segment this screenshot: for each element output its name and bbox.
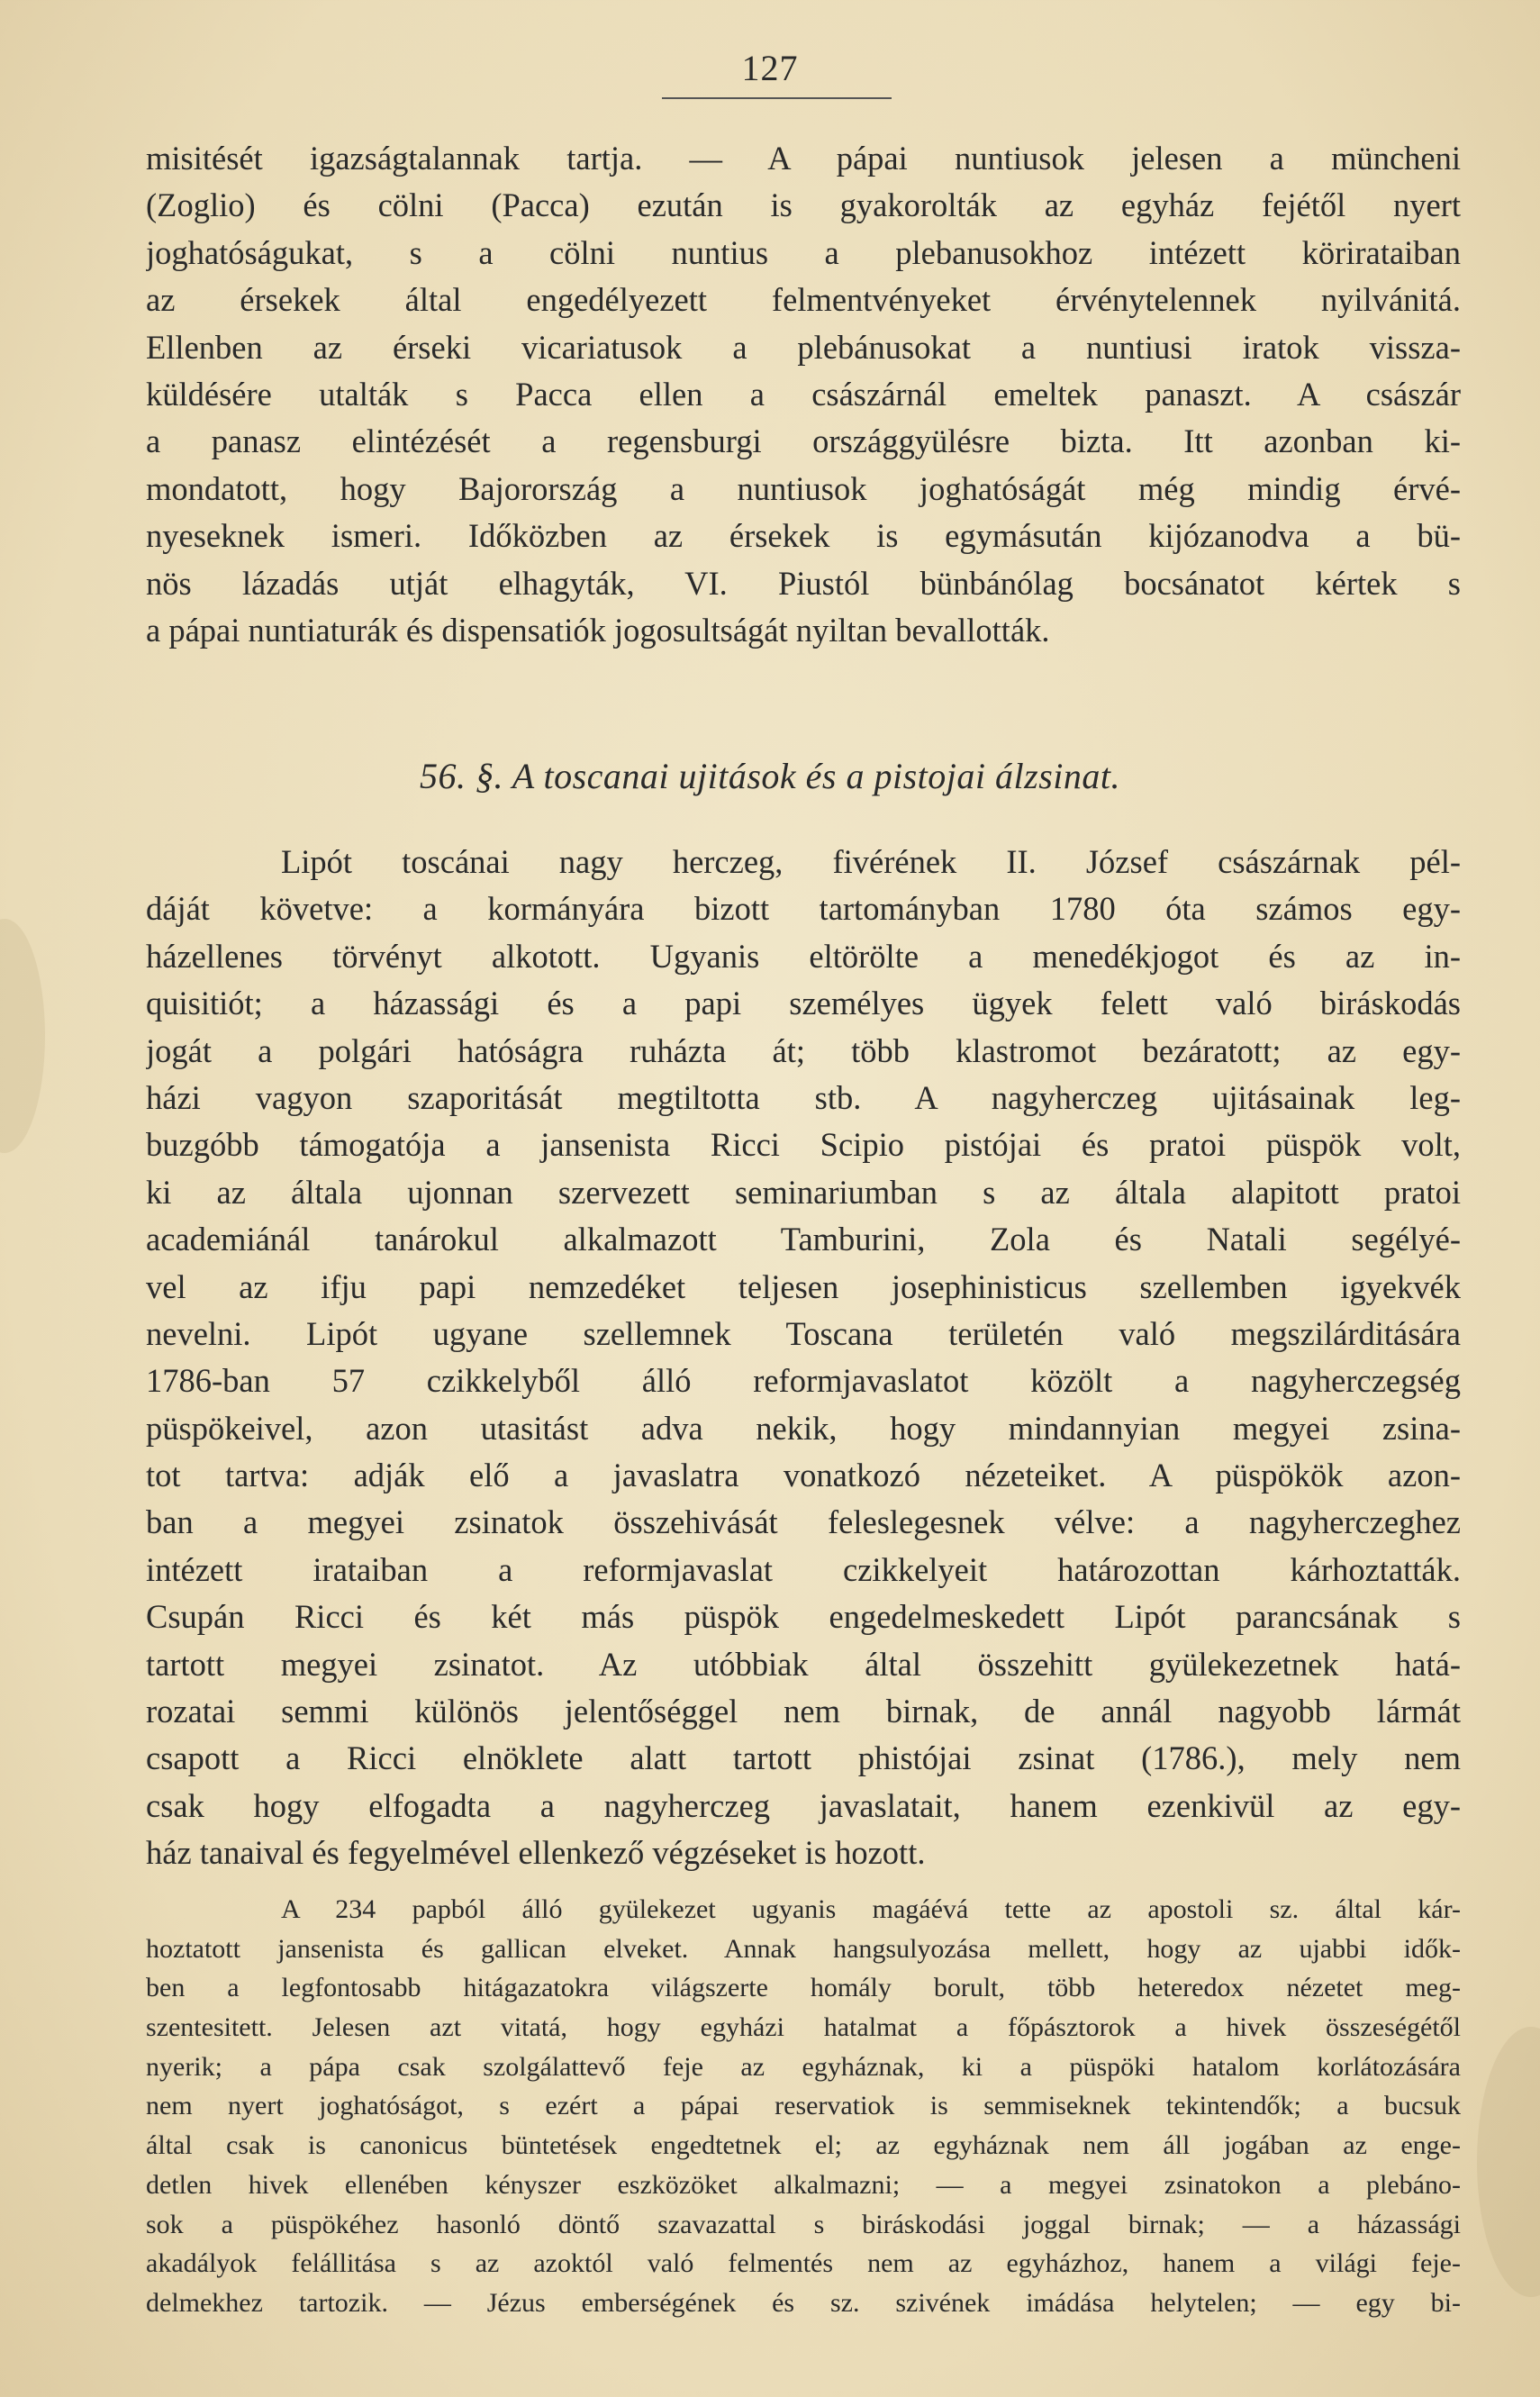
section-heading: 56. §. A toscanai ujitások és a pistojai álzsinat. bbox=[419, 756, 1120, 796]
footnote-line: akadályok felállitása s az azoktól való felmentés nem az egyházhoz, hanem a világi feje- bbox=[146, 2248, 1461, 2279]
text-line: quisitiót; a házassági és a papi személyes ügyek felett való biráskodás bbox=[146, 985, 1461, 1022]
text-line: jogát a polgári hatóságra ruházta át; több klastromot bezáratott; az egy- bbox=[146, 1031, 1461, 1069]
text-line: buzgóbb támogatója a jansenista Ricci Scipio pistójai és pratoi püspök volt, bbox=[146, 1126, 1461, 1164]
footnote-line: A 234 papból álló gyülekezet ugyanis magáévá tette az apostoli sz. által kár- bbox=[281, 1894, 1461, 1924]
text-line: csapott a Ricci elnöklete alatt tartott phistójai zsinat (1786.), mely nem bbox=[146, 1739, 1461, 1777]
footnote-line: detlen hivek ellenében kényszer eszközöket alkalmazni; — a megyei zsinatokon a plebáno- bbox=[146, 2169, 1461, 2200]
footnote-line: delmekhez tartozik. — Jézus emberségének és sz. szivének imádása helytelen; — egy bi- bbox=[146, 2287, 1461, 2318]
paper-stain bbox=[0, 919, 45, 1153]
text-line: mondatott, hogy Bajorország a nuntiusok joghatóságát még mindig érvé- bbox=[146, 469, 1461, 507]
paragraph-2 bbox=[146, 839, 1461, 1877]
text-line: az érsekek által engedélyezett felmentvényeket érvénytelennek nyilvánitá. bbox=[146, 281, 1461, 319]
text-line: nevelni. Lipót ugyane szellemnek Toscana területén való megszilárditására bbox=[146, 1314, 1461, 1352]
text-line: 1786-ban 57 czikkelyből álló reformjavaslatot közölt a nagyherczegség bbox=[146, 1362, 1461, 1400]
text-line: intézett irataiban a reformjavaslat czikkelyeit határozottan kárhoztatták. bbox=[146, 1550, 1461, 1588]
footnote-line: szentesitett. Jelesen azt vitatá, hogy egyházi hatalmat a főpásztorok a hivek összeségétől bbox=[146, 2012, 1461, 2043]
text-line: misitését igazságtalannak tartja. — A pápai nuntiusok jelesen a müncheni bbox=[146, 140, 1461, 177]
text-line: tartott megyei zsinatot. Az utóbbiak által összehitt gyülekezetnek hatá- bbox=[146, 1645, 1461, 1683]
paper-stain bbox=[1477, 2027, 1540, 2297]
footnote-line: nyerik; a pápa csak szolgálattevő feje az egyháznak, ki a püspöki hatalom korlátozására bbox=[146, 2051, 1461, 2082]
text-line: házi vagyon szaporitását megtiltotta stb. A nagyherczeg ujitásainak leg- bbox=[146, 1078, 1461, 1116]
text-line: nyeseknek ismeri. Időközben az érsekek is egymásután kijózanodva a bü- bbox=[146, 517, 1461, 555]
text-line: tot tartva: adják elő a javaslatra vonatkozó nézeteiket. A püspökök azon- bbox=[146, 1457, 1461, 1494]
text-line: (Zoglio) és cölni (Pacca) ezután is gyakorolták az egyház fejétől nyert bbox=[146, 186, 1461, 224]
footnote-line: hoztatott jansenista és gallican elveket. Annak hangsulyozása mellett, hogy az ujabbi idők- bbox=[146, 1933, 1461, 1964]
text-line: dáját követve: a kormányára bizott tartományban 1780 óta számos egy- bbox=[146, 890, 1461, 928]
text-line: csak hogy elfogadta a nagyherczeg javaslatait, hanem ezenkivül az egy- bbox=[146, 1786, 1461, 1824]
text-line: a panasz elintézését a regensburgi országgyülésre bizta. Itt azonban ki- bbox=[146, 422, 1461, 460]
text-line: Csupán Ricci és két más püspök engedelmeskedett Lipót parancsának s bbox=[146, 1598, 1461, 1636]
footnote-line: által csak is canonicus büntetések engedtetnek el; az egyháznak nem áll jogában az enge- bbox=[146, 2130, 1461, 2161]
text-line: küldésére utalták s Pacca ellen a császárnál emeltek panaszt. A császár bbox=[146, 375, 1461, 413]
footnote-line: ben a legfontosabb hitágazatokra világszerte homály borult, több heteredox nézetet meg- bbox=[146, 1973, 1461, 2003]
text-line: Lipót toscánai nagy herczeg, fivérének II. József császárnak pél- bbox=[281, 843, 1461, 880]
footnote-line: nem nyert joghatóságot, s ezért a pápai reservatiok is semmiseknek tekintendők; a bucsuk bbox=[146, 2091, 1461, 2121]
text-line: házellenes törvényt alkotott. Ugyanis eltörölte a menedékjogot és az in- bbox=[146, 937, 1461, 975]
text-line: nös lázadás utját elhagyták, VI. Piustól bünbánólag bocsánatot kértek s bbox=[146, 564, 1461, 602]
text-line: ki az általa ujonnan szervezett seminariumban s az általa alapitott pratoi bbox=[146, 1173, 1461, 1211]
footnote-line: sok a püspökéhez hasonló döntő szavazattal s biráskodási joggal birnak; — a házassági bbox=[146, 2209, 1461, 2239]
text-line: ház tanaival és fegyelmével ellenkező végzéseket is hozott. bbox=[146, 1834, 926, 1872]
page-number: 127 bbox=[741, 48, 799, 88]
text-line: a pápai nuntiaturák és dispensatiók jogosultságát nyiltan bevallották. bbox=[146, 611, 1050, 649]
text-line: rozatai semmi különös jelentőséggel nem birnak, de annál nagyobb lármát bbox=[146, 1693, 1461, 1730]
text-line: ban a megyei zsinatok összehivását feleslegesnek vélve: a nagyherczeghez bbox=[146, 1503, 1461, 1541]
text-line: püspökeivel, azon utasitást adva nekik, hogy mindannyian megyei zsina- bbox=[146, 1409, 1461, 1447]
text-line: joghatóságukat, s a cölni nuntius a plebanusokhoz intézett körirataiban bbox=[146, 233, 1461, 271]
footnote bbox=[146, 1890, 1461, 2323]
text-line: Ellenben az érseki vicariatusok a plebánusokat a nuntiusi iratok vissza- bbox=[146, 328, 1461, 366]
text-line: vel az ifju papi nemzedéket teljesen josephinisticus szellemben igyekvék bbox=[146, 1267, 1461, 1305]
paragraph-1 bbox=[146, 135, 1461, 654]
text-line: academiánál tanárokul alkalmazott Tamburini, Zola és Natali segélyé- bbox=[146, 1221, 1461, 1258]
page-number-rule bbox=[662, 97, 892, 99]
